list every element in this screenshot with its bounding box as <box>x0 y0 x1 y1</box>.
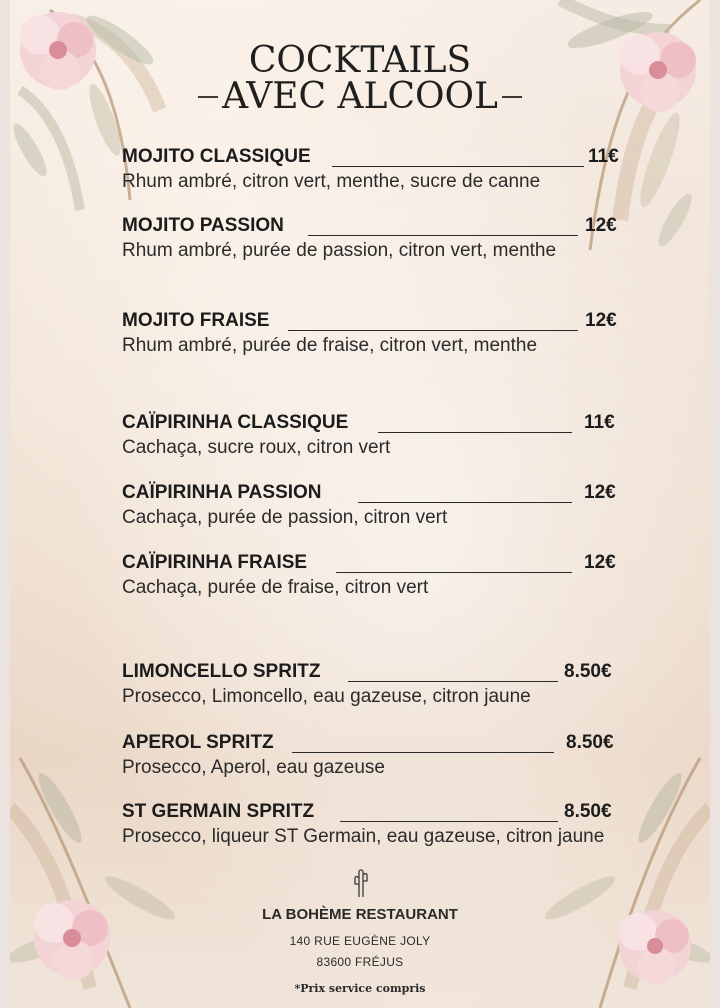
cactus-icon <box>350 868 372 898</box>
service-note: *Prix service compris <box>294 982 426 995</box>
bottom-right-floral-decoration <box>510 748 710 1008</box>
item-description: Prosecco, liqueur ST Germain, eau gazeuse, citron jaune <box>122 826 605 847</box>
item-name: ST GERMAIN SPRITZ <box>122 801 315 822</box>
title-divider-left <box>198 96 218 98</box>
item-price: 8.50€ <box>564 661 612 682</box>
title-divider-right <box>502 96 522 98</box>
address-street: 140 RUE EUGÈNE JOLY <box>289 934 431 948</box>
menu-item <box>122 801 622 848</box>
dotted-leader <box>340 821 558 822</box>
menu-item <box>122 661 622 708</box>
menu-page <box>10 0 710 1008</box>
item-name: CAÏPIRINHA FRAISE <box>122 552 308 573</box>
dotted-leader <box>292 752 554 753</box>
item-price: 12€ <box>584 552 616 573</box>
bottom-left-floral-decoration <box>10 748 210 1008</box>
restaurant-name: LA BOHÈME RESTAURANT <box>262 906 458 923</box>
item-name: MOJITO FRAISE <box>122 310 270 331</box>
menu-title-line1: COCKTAILS <box>248 40 472 81</box>
item-price: 8.50€ <box>566 732 614 753</box>
item-name: MOJITO CLASSIQUE <box>122 146 311 167</box>
item-price: 11€ <box>584 412 615 433</box>
item-description: Rhum ambré, citron vert, menthe, sucre de canne <box>122 171 541 192</box>
item-description: Prosecco, Aperol, eau gazeuse <box>122 757 386 778</box>
item-name: MOJITO PASSION <box>122 215 284 236</box>
item-description: Rhum ambré, purée de fraise, citron vert, menthe <box>122 335 538 356</box>
item-price: 11€ <box>588 146 619 167</box>
menu-title-line2: AVEC ALCOOL <box>222 76 498 117</box>
dotted-leader <box>378 432 572 433</box>
item-name: APEROL SPRITZ <box>122 732 274 753</box>
item-price: 8.50€ <box>564 801 612 822</box>
item-description: Cachaça, purée de passion, citron vert <box>122 507 448 528</box>
item-description: Cachaça, purée de fraise, citron vert <box>122 577 429 598</box>
menu-item <box>122 215 622 262</box>
menu-item <box>122 412 622 459</box>
item-price: 12€ <box>585 310 617 331</box>
dotted-leader <box>308 235 578 236</box>
menu-item <box>122 146 622 193</box>
dotted-leader <box>348 681 558 682</box>
item-name: LIMONCELLO SPRITZ <box>122 661 321 682</box>
item-description: Rhum ambré, purée de passion, citron vert, menthe <box>122 240 557 261</box>
item-name: CAÏPIRINHA CLASSIQUE <box>122 412 349 433</box>
dotted-leader <box>332 166 584 167</box>
dotted-leader <box>358 502 572 503</box>
item-description: Cachaça, sucre roux, citron vert <box>122 437 391 458</box>
menu-item <box>122 552 622 599</box>
item-price: 12€ <box>585 215 617 236</box>
menu-item <box>122 482 622 529</box>
item-price: 12€ <box>584 482 616 503</box>
item-description: Prosecco, Limoncello, eau gazeuse, citron jaune <box>122 686 531 707</box>
menu-item <box>122 732 622 779</box>
address-city: 83600 FRÉJUS <box>316 955 404 969</box>
dotted-leader <box>288 330 578 331</box>
dotted-leader <box>336 572 572 573</box>
item-name: CAÏPIRINHA PASSION <box>122 482 322 503</box>
menu-item <box>122 310 622 357</box>
